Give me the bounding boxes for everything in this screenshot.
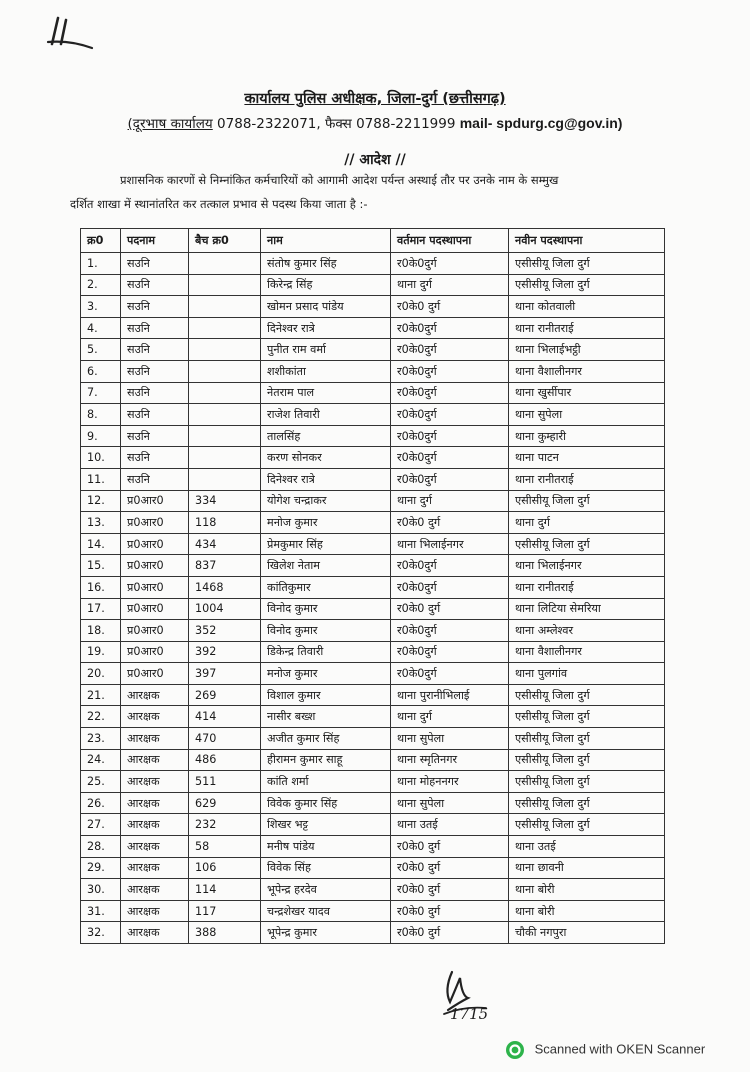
cell-name: भूपेन्द्र कुमार: [261, 922, 391, 944]
cell-new-posting: थाना रानीतराई: [509, 468, 665, 490]
cell-serial: 26.: [81, 792, 121, 814]
cell-badge: 414: [189, 706, 261, 728]
handwritten-slash-mark: [40, 14, 110, 54]
cell-current-posting: र0के0 दुर्ग: [391, 512, 509, 534]
cell-designation: प्र0आर0: [121, 555, 189, 577]
cell-new-posting: एसीसीयू जिला दुर्ग: [509, 771, 665, 793]
signature-number: 1715: [450, 1005, 489, 1023]
cell-designation: आरक्षक: [121, 706, 189, 728]
table-row: [81, 728, 665, 750]
cell-new-posting: थाना पुलगांव: [509, 663, 665, 685]
cell-current-posting: र0के0दुर्ग: [391, 360, 509, 382]
cell-name: विवेक सिंह: [261, 857, 391, 879]
table-row: [81, 792, 665, 814]
cell-name: हीरामन कुमार साहू: [261, 749, 391, 771]
cell-current-posting: र0के0दुर्ग: [391, 317, 509, 339]
table-row: [81, 360, 665, 382]
cell-current-posting: र0के0दुर्ग: [391, 620, 509, 642]
cell-new-posting: एसीसीयू जिला दुर्ग: [509, 253, 665, 275]
cell-new-posting: थाना सुपेला: [509, 404, 665, 426]
cell-designation: प्र0आर0: [121, 641, 189, 663]
scanner-text: Scanned with OKEN Scanner: [534, 1041, 706, 1057]
cell-name: अजीत कुमार सिंह: [261, 728, 391, 750]
cell-designation: सउनि: [121, 382, 189, 404]
cell-name: योगेश चन्द्राकर: [261, 490, 391, 512]
cell-name: दिनेश्वर रात्रे: [261, 468, 391, 490]
cell-name: विनोद कुमार: [261, 598, 391, 620]
cell-serial: 21.: [81, 684, 121, 706]
cell-new-posting: थाना लिटिया सेमरिया: [509, 598, 665, 620]
cell-name: दिनेश्वर रात्रे: [261, 317, 391, 339]
cell-designation: सउनि: [121, 404, 189, 426]
cell-designation: प्र0आर0: [121, 490, 189, 512]
cell-badge: 397: [189, 663, 261, 685]
cell-current-posting: र0के0 दुर्ग: [391, 836, 509, 858]
table-row: [81, 900, 665, 922]
cell-serial: 12.: [81, 490, 121, 512]
cell-designation: आरक्षक: [121, 879, 189, 901]
cell-name: प्रेमकुमार सिंह: [261, 533, 391, 555]
table-row: [81, 879, 665, 901]
cell-serial: 19.: [81, 641, 121, 663]
cell-badge: 1004: [189, 598, 261, 620]
cell-current-posting: थाना भिलाईनगर: [391, 533, 509, 555]
cell-designation: प्र0आर0: [121, 576, 189, 598]
table-row: [81, 922, 665, 944]
col-header-designation: पदनाम: [121, 229, 189, 253]
cell-new-posting: थाना रानीतराई: [509, 576, 665, 598]
cell-badge: [189, 447, 261, 469]
cell-designation: आरक्षक: [121, 814, 189, 836]
cell-new-posting: एसीसीयू जिला दुर्ग: [509, 490, 665, 512]
cell-designation: प्र0आर0: [121, 533, 189, 555]
cell-current-posting: र0के0 दुर्ग: [391, 857, 509, 879]
cell-designation: आरक्षक: [121, 749, 189, 771]
cell-badge: 58: [189, 836, 261, 858]
cell-new-posting: एसीसीयू जिला दुर्ग: [509, 792, 665, 814]
cell-name: विवेक कुमार सिंह: [261, 792, 391, 814]
cell-badge: 434: [189, 533, 261, 555]
cell-new-posting: एसीसीयू जिला दुर्ग: [509, 684, 665, 706]
cell-name: राजेश तिवारी: [261, 404, 391, 426]
cell-designation: सउनि: [121, 296, 189, 318]
table-row: [81, 706, 665, 728]
cell-current-posting: र0के0दुर्ग: [391, 253, 509, 275]
cell-serial: 29.: [81, 857, 121, 879]
cell-serial: 5.: [81, 339, 121, 361]
table-row: [81, 512, 665, 534]
intro-line-2: दर्शित शाखा में स्थानांतरित कर तत्काल प्रभाव से पदस्थ किया जाता है :-: [70, 197, 368, 211]
cell-current-posting: र0के0दुर्ग: [391, 339, 509, 361]
table-row: [81, 425, 665, 447]
cell-badge: [189, 296, 261, 318]
cell-new-posting: थाना वैशालीनगर: [509, 360, 665, 382]
cell-designation: प्र0आर0: [121, 512, 189, 534]
table-row: [81, 404, 665, 426]
cell-current-posting: थाना उतई: [391, 814, 509, 836]
order-intro: [70, 168, 690, 216]
cell-badge: 334: [189, 490, 261, 512]
cell-new-posting: थाना अम्लेश्वर: [509, 620, 665, 642]
cell-new-posting: एसीसीयू जिला दुर्ग: [509, 749, 665, 771]
cell-badge: 232: [189, 814, 261, 836]
col-header-serial: क्र0: [81, 229, 121, 253]
cell-name: विशाल कुमार: [261, 684, 391, 706]
cell-badge: 837: [189, 555, 261, 577]
order-heading: // आदेश //: [344, 152, 406, 168]
table-row: [81, 533, 665, 555]
cell-current-posting: र0के0दुर्ग: [391, 382, 509, 404]
cell-serial: 9.: [81, 425, 121, 447]
col-header-name: नाम: [261, 229, 391, 253]
cell-current-posting: थाना सुपेला: [391, 728, 509, 750]
cell-badge: [189, 274, 261, 296]
cell-current-posting: र0के0 दुर्ग: [391, 879, 509, 901]
intro-line-1: प्रशासनिक कारणों से निम्नांकित कर्मचारियों को आगामी आदेश पर्यन्त अस्थाई तौर पर उनके नाम के सम्मुख: [120, 173, 559, 187]
cell-current-posting: थाना पुरानीभिलाई: [391, 684, 509, 706]
cell-name: संतोष कुमार सिंह: [261, 253, 391, 275]
cell-name: भूपेन्द्र हरदेव: [261, 879, 391, 901]
table-header-row: [81, 229, 665, 253]
cell-badge: 388: [189, 922, 261, 944]
cell-serial: 20.: [81, 663, 121, 685]
cell-new-posting: थाना पाटन: [509, 447, 665, 469]
cell-badge: [189, 404, 261, 426]
cell-serial: 22.: [81, 706, 121, 728]
cell-badge: 106: [189, 857, 261, 879]
cell-name: तालसिंह: [261, 425, 391, 447]
cell-badge: [189, 339, 261, 361]
table-row: [81, 274, 665, 296]
cell-new-posting: एसीसीयू जिला दुर्ग: [509, 728, 665, 750]
table-row: [81, 641, 665, 663]
cell-name: खोमन प्रसाद पांडेय: [261, 296, 391, 318]
cell-new-posting: थाना रानीतराई: [509, 317, 665, 339]
cell-current-posting: र0के0दुर्ग: [391, 555, 509, 577]
cell-new-posting: थाना भिलाईभट्ठी: [509, 339, 665, 361]
cell-designation: आरक्षक: [121, 922, 189, 944]
cell-name: शिखर भट्ट: [261, 814, 391, 836]
cell-designation: आरक्षक: [121, 900, 189, 922]
cell-designation: सउनि: [121, 339, 189, 361]
cell-badge: 629: [189, 792, 261, 814]
cell-name: नेतराम पाल: [261, 382, 391, 404]
cell-badge: 486: [189, 749, 261, 771]
table-row: [81, 468, 665, 490]
table-body: [81, 253, 665, 944]
table-row: [81, 253, 665, 275]
cell-serial: 25.: [81, 771, 121, 793]
cell-name: मनोज कुमार: [261, 512, 391, 534]
table-row: [81, 814, 665, 836]
cell-new-posting: एसीसीयू जिला दुर्ग: [509, 274, 665, 296]
office-title: कार्यालय पुलिस अधीक्षक, जिला-दुर्ग (छत्तीसगढ़): [244, 91, 506, 107]
cell-serial: 7.: [81, 382, 121, 404]
cell-new-posting: थाना भिलाईनगर: [509, 555, 665, 577]
cell-new-posting: चौकी नगपुरा: [509, 922, 665, 944]
cell-badge: [189, 360, 261, 382]
cell-serial: 4.: [81, 317, 121, 339]
scanner-footer: [505, 1040, 705, 1060]
cell-designation: प्र0आर0: [121, 620, 189, 642]
contact-mail: mail- spdurg.cg@gov.in): [459, 115, 623, 131]
cell-serial: 10.: [81, 447, 121, 469]
cell-current-posting: र0के0 दुर्ग: [391, 922, 509, 944]
cell-name: करण सोनकर: [261, 447, 391, 469]
cell-current-posting: र0के0दुर्ग: [391, 468, 509, 490]
table-row: [81, 555, 665, 577]
cell-name: खिलेश नेताम: [261, 555, 391, 577]
cell-current-posting: र0के0दुर्ग: [391, 404, 509, 426]
office-contact: [0, 114, 750, 132]
cell-current-posting: र0के0 दुर्ग: [391, 598, 509, 620]
cell-new-posting: थाना छावनी: [509, 857, 665, 879]
cell-designation: आरक्षक: [121, 836, 189, 858]
cell-serial: 11.: [81, 468, 121, 490]
cell-current-posting: र0के0दुर्ग: [391, 447, 509, 469]
cell-badge: 470: [189, 728, 261, 750]
table-row: [81, 317, 665, 339]
cell-new-posting: थाना कोतवाली: [509, 296, 665, 318]
cell-name: डिकेन्द्र तिवारी: [261, 641, 391, 663]
cell-serial: 32.: [81, 922, 121, 944]
cell-current-posting: र0के0 दुर्ग: [391, 296, 509, 318]
cell-serial: 18.: [81, 620, 121, 642]
cell-name: विनोद कुमार: [261, 620, 391, 642]
cell-serial: 27.: [81, 814, 121, 836]
cell-current-posting: र0के0दुर्ग: [391, 663, 509, 685]
cell-serial: 1.: [81, 253, 121, 275]
cell-name: मनोज कुमार: [261, 663, 391, 685]
cell-designation: आरक्षक: [121, 728, 189, 750]
cell-current-posting: र0के0दुर्ग: [391, 576, 509, 598]
cell-name: कांति शर्मा: [261, 771, 391, 793]
cell-current-posting: थाना दुर्ग: [391, 274, 509, 296]
cell-new-posting: थाना बोरी: [509, 900, 665, 922]
cell-new-posting: एसीसीयू जिला दुर्ग: [509, 533, 665, 555]
cell-badge: [189, 468, 261, 490]
cell-badge: 118: [189, 512, 261, 534]
contact-numbers: 0788-2322071, फैक्स 0788-2211999: [217, 116, 456, 132]
cell-name: कांतिकुमार: [261, 576, 391, 598]
table-row: [81, 490, 665, 512]
cell-new-posting: थाना बोरी: [509, 879, 665, 901]
cell-designation: सउनि: [121, 253, 189, 275]
cell-name: मनीष पांडेय: [261, 836, 391, 858]
cell-serial: 24.: [81, 749, 121, 771]
cell-designation: आरक्षक: [121, 857, 189, 879]
cell-designation: प्र0आर0: [121, 598, 189, 620]
cell-serial: 6.: [81, 360, 121, 382]
cell-new-posting: एसीसीयू जिला दुर्ग: [509, 706, 665, 728]
table-row: [81, 857, 665, 879]
cell-designation: आरक्षक: [121, 684, 189, 706]
cell-badge: 1468: [189, 576, 261, 598]
cell-serial: 15.: [81, 555, 121, 577]
cell-serial: 17.: [81, 598, 121, 620]
cell-name: चन्द्रशेखर यादव: [261, 900, 391, 922]
cell-serial: 2.: [81, 274, 121, 296]
cell-badge: 511: [189, 771, 261, 793]
cell-designation: सउनि: [121, 468, 189, 490]
cell-designation: आरक्षक: [121, 771, 189, 793]
cell-serial: 30.: [81, 879, 121, 901]
cell-serial: 14.: [81, 533, 121, 555]
col-header-current-posting: वर्तमान पदस्थापना: [391, 229, 509, 253]
table-row: [81, 598, 665, 620]
oken-scanner-icon: [505, 1040, 525, 1060]
cell-serial: 16.: [81, 576, 121, 598]
cell-designation: सउनि: [121, 274, 189, 296]
cell-designation: सउनि: [121, 360, 189, 382]
cell-badge: 114: [189, 879, 261, 901]
table-row: [81, 339, 665, 361]
cell-new-posting: थाना दुर्ग: [509, 512, 665, 534]
cell-serial: 8.: [81, 404, 121, 426]
table-row: [81, 296, 665, 318]
cell-current-posting: थाना सुपेला: [391, 792, 509, 814]
cell-serial: 31.: [81, 900, 121, 922]
cell-current-posting: र0के0 दुर्ग: [391, 900, 509, 922]
table-row: [81, 684, 665, 706]
cell-current-posting: थाना स्मृतिनगर: [391, 749, 509, 771]
col-header-badge: बैच क्र0: [189, 229, 261, 253]
contact-label: (दूरभाष कार्यालय: [127, 116, 213, 132]
cell-name: नासीर बख्श: [261, 706, 391, 728]
table-row: [81, 447, 665, 469]
col-header-new-posting: नवीन पदस्थापना: [509, 229, 665, 253]
cell-new-posting: थाना उतई: [509, 836, 665, 858]
cell-badge: 269: [189, 684, 261, 706]
cell-current-posting: थाना दुर्ग: [391, 490, 509, 512]
cell-current-posting: थाना मोहननगर: [391, 771, 509, 793]
cell-badge: [189, 253, 261, 275]
cell-badge: 352: [189, 620, 261, 642]
cell-serial: 3.: [81, 296, 121, 318]
cell-current-posting: र0के0दुर्ग: [391, 425, 509, 447]
transfer-table: [80, 228, 665, 944]
cell-name: किरेन्द्र सिंह: [261, 274, 391, 296]
cell-designation: प्र0आर0: [121, 663, 189, 685]
cell-designation: सउनि: [121, 447, 189, 469]
cell-serial: 28.: [81, 836, 121, 858]
cell-new-posting: थाना वैशालीनगर: [509, 641, 665, 663]
cell-current-posting: थाना दुर्ग: [391, 706, 509, 728]
table-row: [81, 663, 665, 685]
cell-new-posting: थाना खुर्सीपार: [509, 382, 665, 404]
cell-new-posting: थाना कुम्हारी: [509, 425, 665, 447]
cell-badge: 392: [189, 641, 261, 663]
cell-name: शशीकांता: [261, 360, 391, 382]
cell-badge: 117: [189, 900, 261, 922]
cell-badge: [189, 382, 261, 404]
cell-designation: सउनि: [121, 425, 189, 447]
cell-current-posting: र0के0दुर्ग: [391, 641, 509, 663]
table-row: [81, 382, 665, 404]
cell-serial: 13.: [81, 512, 121, 534]
cell-name: पुनीत राम वर्मा: [261, 339, 391, 361]
table-row: [81, 749, 665, 771]
table-row: [81, 620, 665, 642]
table-row: [81, 771, 665, 793]
cell-badge: [189, 317, 261, 339]
cell-serial: 23.: [81, 728, 121, 750]
cell-badge: [189, 425, 261, 447]
table-row: [81, 576, 665, 598]
cell-designation: आरक्षक: [121, 792, 189, 814]
cell-new-posting: एसीसीयू जिला दुर्ग: [509, 814, 665, 836]
table-row: [81, 836, 665, 858]
cell-designation: सउनि: [121, 317, 189, 339]
